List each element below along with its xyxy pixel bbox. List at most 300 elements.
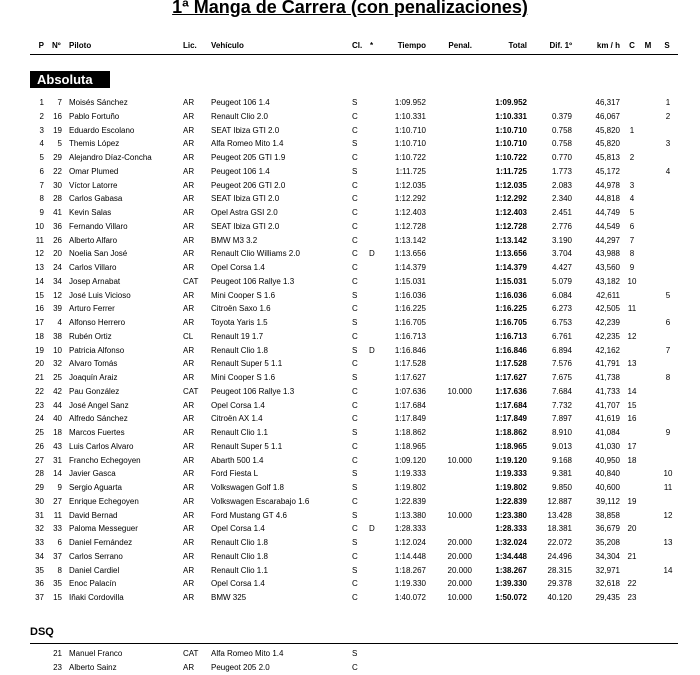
cell-car-number: 4: [57, 318, 62, 327]
cell-car-number: 32: [53, 359, 62, 369]
cell-vehicle: Abarth 500 1.4: [211, 455, 264, 465]
cell-vehicle: BMW M3 3.2: [211, 235, 258, 245]
cell-position: 8: [39, 194, 44, 204]
cell-license: AR: [183, 166, 195, 176]
cell-time: 1:11.725: [395, 166, 426, 176]
cell-car-number: 21: [53, 649, 62, 658]
cell-class-c-rank: 19: [627, 496, 637, 506]
table-row: [0, 112, 700, 122]
cell-car-number: 28: [53, 194, 62, 204]
dsq-divider: [30, 643, 678, 644]
cell-car-number: 22: [53, 166, 62, 176]
cell-class-s-rank: 8: [665, 373, 671, 382]
cell-class: C: [352, 221, 358, 231]
cell-total-time: 1:18.862: [495, 428, 527, 437]
table-row: [0, 566, 700, 576]
cell-speed: 40,840: [595, 469, 620, 479]
cell-position: 7: [39, 180, 44, 190]
cell-total-time: 1:09.952: [495, 98, 527, 107]
cell-class: C: [352, 276, 358, 286]
cell-class: S: [352, 98, 358, 107]
cell-vehicle: Renault Super 5 1.1: [211, 359, 283, 369]
cell-vehicle: Renault Clio 1.1: [211, 428, 268, 437]
cell-car-number: 14: [53, 469, 62, 479]
cell-position: 34: [35, 551, 44, 561]
cell-class-s-rank: 2: [665, 111, 671, 121]
cell-time: 1:28.333: [394, 524, 426, 534]
cell-speed: 43,988: [595, 249, 620, 259]
cell-position: 15: [35, 290, 44, 300]
table-row: [0, 649, 700, 659]
cell-class-c-rank: 16: [627, 414, 637, 424]
cell-car-number: 7: [57, 98, 62, 107]
table-row: [0, 167, 700, 177]
cell-speed: 39,112: [596, 496, 620, 506]
cell-vehicle: Peugeot 206 GTI 2.0: [211, 180, 286, 190]
cell-license: AR: [183, 318, 195, 327]
cell-driver-name: Alberto Alfaro: [69, 235, 118, 245]
cell-class: C: [352, 579, 358, 589]
cell-class-s-rank: 6: [665, 318, 671, 327]
table-row: [0, 593, 700, 603]
cell-time: 1:14.448: [394, 551, 426, 561]
cell-speed: 44,818: [595, 194, 620, 204]
cell-position: 11: [35, 235, 44, 245]
cell-driver-name: Pau González: [69, 386, 120, 396]
cell-time: 1:18.862: [394, 428, 426, 437]
cell-class: C: [352, 455, 358, 465]
cell-license: AR: [183, 441, 195, 451]
cell-class-c-rank: 6: [629, 221, 635, 231]
cell-gap-to-first: 7.732: [551, 400, 572, 410]
cell-time: 1:10.710: [394, 125, 426, 135]
cell-total-time: 1:28.333: [495, 524, 527, 534]
cell-vehicle: Renault Clio Williams 2.0: [211, 249, 300, 259]
cell-vehicle: Renault Super 5 1.1: [211, 441, 283, 451]
cell-position: 35: [35, 565, 44, 575]
table-row: [0, 318, 700, 328]
cell-time: 1:12.292: [394, 194, 426, 204]
cell-license: AR: [183, 593, 195, 602]
cell-car-number: 26: [53, 235, 62, 245]
col-header-m: M: [644, 41, 652, 50]
cell-speed: 44,749: [595, 208, 620, 217]
cell-speed: 41,733: [595, 386, 620, 396]
cell-vehicle: SEAT Ibiza GTI 2.0: [211, 221, 280, 231]
cell-license: AR: [183, 469, 195, 479]
cell-vehicle: Citroën Saxo 1.6: [211, 304, 271, 314]
table-row: [0, 194, 700, 204]
cell-class-s-rank: 5: [665, 290, 671, 300]
cell-time: 1:19.333: [394, 469, 426, 479]
cell-class-c-rank: 7: [629, 235, 635, 245]
cell-class-c-rank: 21: [627, 551, 637, 561]
table-row: [0, 98, 700, 108]
table-row: [0, 236, 700, 246]
table-row: [0, 414, 700, 424]
cell-time: 1:12.035: [394, 180, 426, 190]
cell-time: 1:13.380: [394, 510, 426, 520]
cell-position: 10: [35, 221, 44, 231]
cell-position: 22: [35, 386, 44, 396]
cell-class: C: [352, 180, 358, 190]
cell-flag: D: [369, 249, 375, 259]
cell-total-time: 1:17.684: [495, 400, 527, 410]
cell-class-c-rank: 23: [627, 593, 637, 602]
cell-gap-to-first: 7.897: [551, 414, 572, 424]
cell-gap-to-first: 7.675: [551, 373, 572, 382]
cell-class: C: [352, 386, 358, 396]
header-divider: [30, 54, 678, 55]
cell-speed: 41,738: [595, 373, 620, 382]
cell-time: 1:22.839: [394, 496, 426, 506]
cell-license: AR: [183, 208, 195, 217]
col-header-time: Tiempo: [397, 41, 426, 50]
col-header-speed: km / h: [596, 41, 620, 50]
cell-gap-to-first: 9.850: [551, 483, 572, 492]
cell-class-s-rank: 9: [665, 428, 671, 437]
cell-position: 14: [35, 276, 44, 286]
cell-gap-to-first: 1.773: [551, 166, 572, 176]
cell-license: AR: [183, 304, 195, 314]
cell-driver-name: Fernando Villaro: [69, 221, 128, 231]
col-header-diff: Dif. 1º: [549, 41, 572, 50]
cell-class-c-rank: 3: [629, 180, 635, 190]
cell-class-s-rank: 3: [665, 139, 671, 149]
cell-position: 27: [35, 455, 44, 465]
cell-car-number: 29: [53, 153, 62, 162]
cell-car-number: 40: [53, 414, 62, 424]
table-row: [0, 663, 700, 673]
cell-class-c-rank: 12: [627, 331, 637, 341]
cell-position: 18: [35, 331, 44, 341]
cell-car-number: 10: [53, 345, 62, 355]
table-row: [0, 538, 700, 548]
cell-total-time: 1:15.031: [495, 276, 527, 286]
cell-class-c-rank: 18: [627, 455, 637, 465]
cell-gap-to-first: 7.576: [551, 359, 572, 369]
cell-car-number: 41: [53, 208, 62, 217]
cell-driver-name: Alfredo Sánchez: [69, 414, 128, 424]
cell-vehicle: Renault Clio 2.0: [211, 111, 268, 121]
cell-total-time: 1:13.142: [495, 235, 527, 245]
cell-total-time: 1:19.802: [495, 483, 527, 492]
cell-gap-to-first: 7.684: [551, 386, 572, 396]
cell-driver-name: Marcos Fuertes: [69, 428, 125, 437]
table-row: [0, 153, 700, 163]
cell-driver-name: Josep Arnabat: [69, 276, 121, 286]
cell-driver-name: Enrique Echegoyen: [69, 496, 139, 506]
cell-gap-to-first: 0.758: [551, 139, 572, 149]
table-row: [0, 249, 700, 259]
cell-gap-to-first: 2.083: [551, 180, 572, 190]
cell-vehicle: Toyota Yaris 1.5: [211, 318, 268, 327]
cell-gap-to-first: 4.427: [551, 263, 572, 272]
cell-class-s-rank: 12: [663, 510, 673, 520]
cell-gap-to-first: 28.315: [547, 565, 572, 575]
cell-license: AR: [183, 263, 195, 272]
cell-speed: 45,813: [595, 153, 620, 162]
cell-class: C: [352, 194, 358, 204]
cell-gap-to-first: 6.084: [551, 290, 572, 300]
cell-driver-name: Manuel Franco: [69, 649, 123, 658]
cell-total-time: 1:17.528: [495, 359, 527, 369]
cell-class: S: [352, 345, 358, 355]
table-row: [0, 291, 700, 301]
cell-class: C: [352, 111, 358, 121]
cell-position: 32: [35, 524, 44, 534]
cell-total-time: 1:19.120: [495, 455, 527, 465]
cell-gap-to-first: 24.496: [547, 551, 572, 561]
cell-gap-to-first: 6.753: [551, 318, 572, 327]
cell-gap-to-first: 3.190: [551, 235, 572, 245]
table-row: [0, 139, 700, 149]
cell-class: S: [352, 510, 358, 520]
cell-vehicle: Peugeot 106 1.4: [211, 166, 270, 176]
table-row: [0, 208, 700, 218]
cell-position: 21: [35, 373, 44, 382]
cell-car-number: 15: [53, 593, 62, 602]
cell-license: CL: [183, 331, 194, 341]
cell-class: C: [352, 524, 358, 534]
cell-speed: 42,505: [595, 304, 620, 314]
cell-total-time: 1:16.713: [495, 331, 527, 341]
cell-penalty: 10.000: [447, 510, 472, 520]
cell-class-c-rank: 10: [627, 276, 637, 286]
cell-position: 33: [35, 538, 44, 547]
cell-position: 16: [35, 304, 44, 314]
cell-speed: 40,950: [595, 455, 620, 465]
cell-class-c-rank: 8: [629, 249, 635, 259]
cell-car-number: 16: [53, 111, 62, 121]
cell-speed: 45,820: [595, 125, 620, 135]
cell-car-number: 18: [53, 428, 62, 437]
table-row: [0, 524, 700, 534]
cell-class-c-rank: 4: [629, 194, 635, 204]
cell-time: 1:10.331: [394, 111, 426, 121]
cell-speed: 45,820: [595, 139, 620, 149]
cell-driver-name: Carlos Gabasa: [69, 194, 123, 204]
cell-class-c-rank: 20: [627, 524, 637, 534]
cell-license: AR: [183, 290, 195, 300]
cell-penalty: 10.000: [447, 593, 472, 602]
col-header-penalty: Penal.: [448, 41, 472, 50]
cell-class: C: [352, 208, 358, 217]
cell-gap-to-first: 3.704: [551, 249, 572, 259]
cell-vehicle: Mini Cooper S 1.6: [211, 373, 276, 382]
cell-speed: 44,978: [595, 180, 620, 190]
cell-gap-to-first: 40.120: [547, 593, 572, 602]
cell-speed: 41,084: [595, 428, 620, 437]
table-row: [0, 511, 700, 521]
cell-license: AR: [183, 345, 195, 355]
cell-time: 1:16.225: [394, 304, 426, 314]
cell-speed: 41,030: [595, 441, 620, 451]
cell-class-s-rank: 11: [663, 483, 673, 492]
cell-class: S: [352, 428, 358, 437]
cell-speed: 43,560: [595, 263, 620, 272]
cell-speed: 42,611: [596, 290, 620, 300]
cell-speed: 40,600: [595, 483, 620, 492]
cell-driver-name: Kevin Salas: [69, 208, 112, 217]
table-row: [0, 579, 700, 589]
cell-vehicle: Opel Corsa 1.4: [211, 579, 265, 589]
cell-position: 1: [39, 98, 44, 107]
cell-vehicle: Peugeot 106 Rallye 1.3: [211, 276, 295, 286]
cell-driver-name: Patricia Alfonso: [69, 345, 125, 355]
cell-position: 28: [35, 469, 44, 479]
cell-car-number: 25: [53, 373, 62, 382]
cell-gap-to-first: 6.273: [551, 304, 572, 314]
table-row: [0, 332, 700, 342]
cell-vehicle: Renault Clio 1.8: [211, 551, 268, 561]
col-header-total: Total: [508, 41, 527, 50]
cell-gap-to-first: 2.340: [551, 194, 572, 204]
cell-total-time: 1:18.965: [495, 441, 527, 451]
cell-position: 31: [35, 510, 44, 520]
cell-vehicle: Peugeot 106 1.4: [211, 98, 270, 107]
table-row: [0, 456, 700, 466]
cell-vehicle: SEAT Ibiza GTI 2.0: [211, 125, 280, 135]
cell-driver-name: Víctor Latorre: [69, 180, 118, 190]
cell-car-number: 19: [53, 125, 62, 135]
cell-class-c-rank: 13: [627, 359, 637, 369]
cell-class: S: [352, 318, 358, 327]
cell-speed: 32,971: [595, 565, 620, 575]
cell-class: C: [352, 593, 358, 602]
cell-gap-to-first: 12.887: [547, 496, 572, 506]
cell-class: C: [352, 304, 358, 314]
col-header-position: P: [38, 41, 44, 50]
cell-gap-to-first: 13.428: [547, 510, 572, 520]
table-row: [0, 263, 700, 273]
cell-gap-to-first: 2.451: [551, 208, 572, 217]
cell-car-number: 39: [53, 304, 62, 314]
cell-car-number: 33: [53, 524, 62, 534]
cell-vehicle: Peugeot 106 Rallye 1.3: [211, 386, 295, 396]
table-row: [0, 387, 700, 397]
cell-class: S: [352, 469, 358, 479]
cell-car-number: 36: [53, 221, 62, 231]
cell-vehicle: Volkswagen Escarabajo 1.6: [211, 496, 310, 506]
cell-speed: 42,162: [595, 345, 620, 355]
cell-total-time: 1:39.330: [495, 579, 527, 589]
cell-speed: 46,317: [595, 98, 620, 107]
cell-class-s-rank: 7: [665, 345, 671, 355]
cell-time: 1:12.024: [394, 538, 426, 547]
cell-license: AR: [183, 496, 195, 506]
cell-position: 23: [35, 400, 44, 410]
cell-total-time: 1:12.035: [495, 180, 527, 190]
cell-gap-to-first: 0.770: [551, 153, 572, 162]
cell-time: 1:09.120: [394, 455, 426, 465]
table-row: [0, 428, 700, 438]
col-header-flag: *: [370, 41, 374, 50]
cell-speed: 46,067: [595, 111, 620, 121]
cell-car-number: 35: [53, 579, 62, 589]
cell-license: AR: [183, 565, 195, 575]
cell-speed: 41,791: [595, 359, 620, 369]
cell-total-time: 1:16.705: [495, 318, 527, 327]
cell-driver-name: Eduardo Escolano: [69, 125, 135, 135]
cell-speed: 32,618: [595, 579, 620, 589]
cell-driver-name: Javier Gasca: [69, 469, 116, 479]
cell-flag: D: [369, 524, 375, 534]
cell-class: C: [352, 414, 358, 424]
cell-driver-name: Alberto Sainz: [69, 662, 117, 672]
section-label-absoluta: Absoluta: [37, 72, 93, 87]
cell-gap-to-first: 8.910: [551, 428, 572, 437]
cell-driver-name: Arturo Ferrer: [69, 304, 115, 314]
cell-gap-to-first: 6.761: [551, 331, 572, 341]
cell-position: 3: [39, 125, 44, 135]
cell-class-s-rank: 14: [663, 565, 673, 575]
cell-class-c-rank: 5: [629, 208, 635, 217]
cell-time: 1:16.036: [394, 290, 426, 300]
cell-car-number: 37: [53, 551, 62, 561]
cell-class-c-rank: 2: [629, 153, 635, 162]
cell-car-number: 20: [53, 249, 62, 259]
cell-position: 20: [35, 359, 44, 369]
cell-vehicle: Peugeot 205 2.0: [211, 662, 270, 672]
cell-position: 2: [39, 111, 44, 121]
col-header-class: Cl.: [352, 41, 363, 50]
cell-class: C: [352, 441, 358, 451]
cell-class: C: [352, 400, 358, 410]
cell-position: 37: [35, 593, 44, 602]
cell-position: 26: [35, 441, 44, 451]
col-header-s: S: [664, 41, 670, 50]
cell-total-time: 1:50.072: [495, 593, 527, 602]
cell-class-s-rank: 4: [665, 166, 671, 176]
cell-vehicle: Mini Cooper S 1.6: [211, 290, 276, 300]
cell-total-time: 1:10.722: [495, 153, 527, 162]
cell-class: C: [352, 331, 358, 341]
cell-gap-to-first: 9.381: [551, 469, 572, 479]
cell-speed: 44,297: [595, 235, 620, 245]
cell-gap-to-first: 9.168: [551, 455, 572, 465]
cell-total-time: 1:11.725: [495, 166, 527, 176]
cell-total-time: 1:16.225: [495, 304, 527, 314]
cell-license: AR: [183, 662, 195, 672]
cell-vehicle: Citroën AX 1.4: [211, 414, 263, 424]
cell-driver-name: David Bernad: [69, 510, 118, 520]
table-row: [0, 181, 700, 191]
cell-class: S: [352, 373, 358, 382]
cell-class: C: [352, 153, 358, 162]
cell-total-time: 1:13.656: [495, 249, 527, 259]
cell-time: 1:12.403: [394, 208, 426, 217]
cell-gap-to-first: 6.894: [551, 345, 572, 355]
cell-total-time: 1:10.710: [495, 125, 527, 135]
cell-driver-name: José Luis Vicioso: [69, 290, 131, 300]
cell-total-time: 1:16.036: [495, 290, 527, 300]
table-row: [0, 359, 700, 369]
cell-vehicle: Opel Astra GSI 2.0: [211, 208, 278, 217]
cell-gap-to-first: 0.379: [551, 111, 572, 121]
cell-penalty: 10.000: [447, 455, 472, 465]
cell-time: 1:40.072: [394, 593, 426, 602]
cell-total-time: 1:38.267: [495, 565, 527, 575]
cell-speed: 36,679: [595, 524, 620, 534]
cell-total-time: 1:16.846: [495, 345, 527, 355]
cell-gap-to-first: 5.079: [551, 276, 572, 286]
cell-license: CAT: [183, 649, 199, 658]
cell-car-number: 11: [53, 510, 62, 520]
cell-driver-name: José Angel Sanz: [69, 400, 129, 410]
cell-class-c-rank: 1: [629, 125, 635, 135]
cell-vehicle: Ford Mustang GT 4.6: [211, 510, 287, 520]
